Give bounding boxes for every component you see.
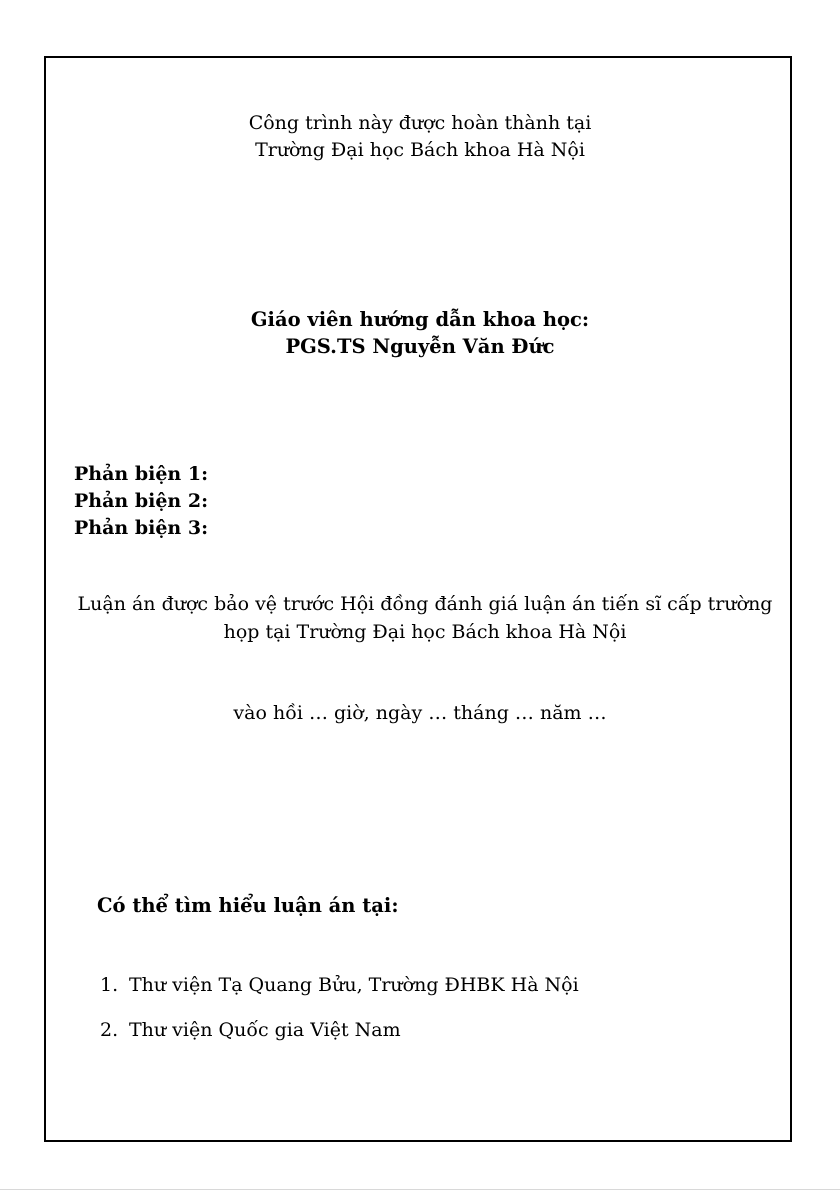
defense-line-2: họp tại Trường Đại học Bách khoa Hà Nội <box>223 621 627 643</box>
supervisor-name: PGS.TS Nguyễn Văn Đức <box>285 335 555 358</box>
reviewer-1: Phản biện 1: <box>74 463 209 485</box>
reviewer-3: Phản biện 3: <box>74 517 209 539</box>
library-item-text: Thư viện Tạ Quang Bửu, Trường ĐHBK Hà Nội <box>129 974 579 996</box>
libraries-title: Có thể tìm hiểu luận án tại: <box>97 894 399 917</box>
reviewer-2: Phản biện 2: <box>74 490 209 512</box>
library-item <box>100 1019 401 1041</box>
defense-line-1: Luận án được bảo vệ trước Hội đồng đánh giá luận án tiến sĩ cấp trường <box>77 593 773 615</box>
completion-statement <box>44 110 796 164</box>
completion-line-2: Trường Đại học Bách khoa Hà Nội <box>255 139 585 161</box>
bottom-divider <box>0 1189 840 1190</box>
defense-statement <box>70 590 780 646</box>
supervisor-block <box>44 306 796 360</box>
library-item-number: 2. <box>100 1019 119 1041</box>
library-item-text: Thư viện Quốc gia Việt Nam <box>129 1019 401 1041</box>
library-item-number: 1. <box>100 974 119 996</box>
library-item <box>100 974 579 996</box>
reviewers-list <box>74 461 208 542</box>
defense-time: vào hồi … giờ, ngày … tháng … năm … <box>233 702 607 724</box>
completion-line-1: Công trình này được hoàn thành tại <box>248 112 592 134</box>
supervisor-label: Giáo viên hướng dẫn khoa học: <box>250 308 590 331</box>
